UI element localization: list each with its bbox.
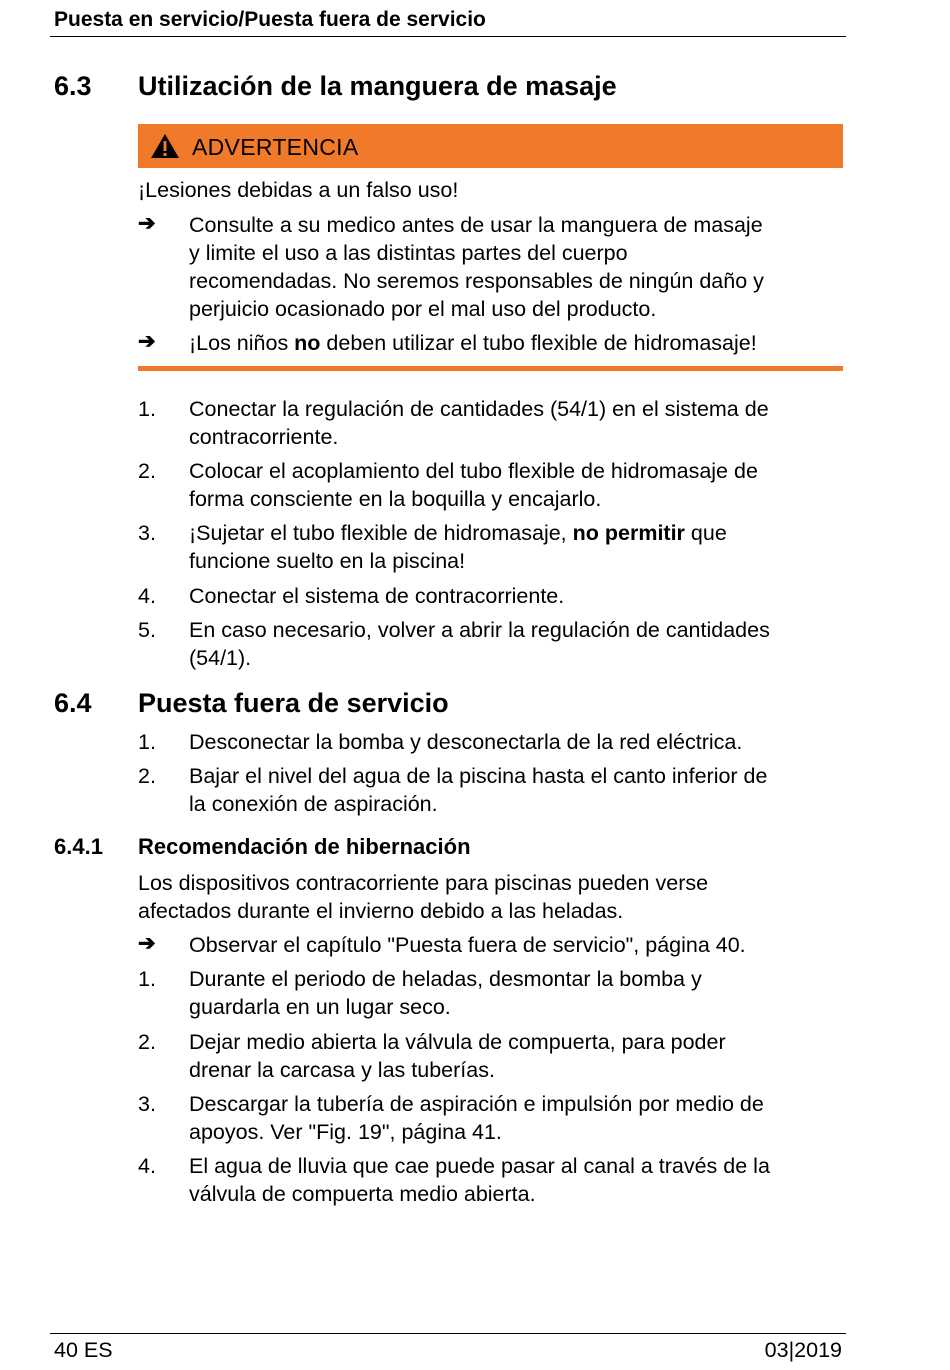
arrow-right-icon: ➔ bbox=[138, 212, 156, 235]
section-number: 6.3 bbox=[54, 71, 92, 101]
subsection-number: 6.4.1 bbox=[54, 834, 103, 859]
step-number: 5. bbox=[138, 618, 156, 642]
step-number: 4. bbox=[138, 1154, 156, 1178]
step-number: 4. bbox=[138, 584, 156, 608]
cross-reference: Observar el capítulo "Puesta fuera de servicio", página 40. bbox=[189, 933, 746, 957]
step-number: 3. bbox=[138, 521, 156, 545]
warning-bullet-2: ¡Los niños no deben utilizar el tubo flexible de hidromasaje! bbox=[189, 331, 757, 355]
footer-divider bbox=[50, 1333, 846, 1334]
running-header: Puesta en servicio/Puesta fuera de servicio bbox=[54, 8, 486, 31]
step-number: 2. bbox=[138, 1030, 156, 1054]
step-number: 2. bbox=[138, 764, 156, 788]
section-number: 6.4 bbox=[54, 688, 92, 718]
step-text: Bajar el nivel del agua de la piscina hasta el canto inferior de la conexión de aspiración. bbox=[189, 764, 768, 816]
step-text: En caso necesario, volver a abrir la regulación de cantidades (54/1). bbox=[189, 618, 770, 670]
arrow-right-icon: ➔ bbox=[138, 330, 156, 353]
step-text: Conectar la regulación de cantidades (54/1) en el sistema de contracorriente. bbox=[189, 397, 769, 449]
warning-label: ADVERTENCIA bbox=[192, 134, 359, 160]
step-text: Conectar el sistema de contracorriente. bbox=[189, 584, 565, 608]
warning-bottom-rule bbox=[138, 366, 843, 371]
header-divider bbox=[50, 36, 846, 37]
step-number: 1. bbox=[138, 967, 156, 991]
warning-triangle-icon bbox=[150, 133, 180, 159]
section-title: Utilización de la manguera de masaje bbox=[138, 71, 617, 101]
step-text: Durante el periodo de heladas, desmontar la bomba y guardarla en un lugar seco. bbox=[189, 967, 702, 1019]
step-text: Colocar el acoplamiento del tubo flexible de hidromasaje de forma consciente en la boquilla y encajarlo. bbox=[189, 459, 758, 511]
step-text: ¡Sujetar el tubo flexible de hidromasaje, no permitir que funcione suelto en la piscina! bbox=[189, 521, 727, 573]
arrow-right-icon: ➔ bbox=[138, 932, 156, 955]
step-number: 2. bbox=[138, 459, 156, 483]
step-text: Dejar medio abierta la válvula de compuerta, para poder drenar la carcasa y las tuberías. bbox=[189, 1030, 726, 1082]
step-number: 1. bbox=[138, 730, 156, 754]
paragraph: Los dispositivos contracorriente para piscinas pueden verse afectados durante el invierno debido a las heladas. bbox=[138, 871, 709, 923]
section-title: Puesta fuera de servicio bbox=[138, 688, 449, 718]
warning-intro: ¡Lesiones debidas a un falso uso! bbox=[138, 178, 459, 202]
step-text: El agua de lluvia que cae puede pasar al canal a través de la válvula de compuerta medio abierta. bbox=[189, 1154, 770, 1206]
step-number: 1. bbox=[138, 397, 156, 421]
step-text: Desconectar la bomba y desconectarla de la red eléctrica. bbox=[189, 730, 743, 754]
step-text: Descargar la tubería de aspiración e impulsión por medio de apoyos. Ver "Fig. 19", página 41. bbox=[189, 1092, 764, 1144]
warning-bullet-1: Consulte a su medico antes de usar la manguera de masaje y limite el uso a las distintas partes del cuerpo recomendadas. No seremos responsables de ningún daño y perjuicio ocasionado por el mal uso del producto. bbox=[189, 213, 764, 321]
step-number: 3. bbox=[138, 1092, 156, 1116]
subsection-title: Recomendación de hibernación bbox=[138, 834, 471, 859]
page-number: 40 ES bbox=[54, 1338, 113, 1362]
edition-date: 03|2019 bbox=[764, 1338, 842, 1362]
